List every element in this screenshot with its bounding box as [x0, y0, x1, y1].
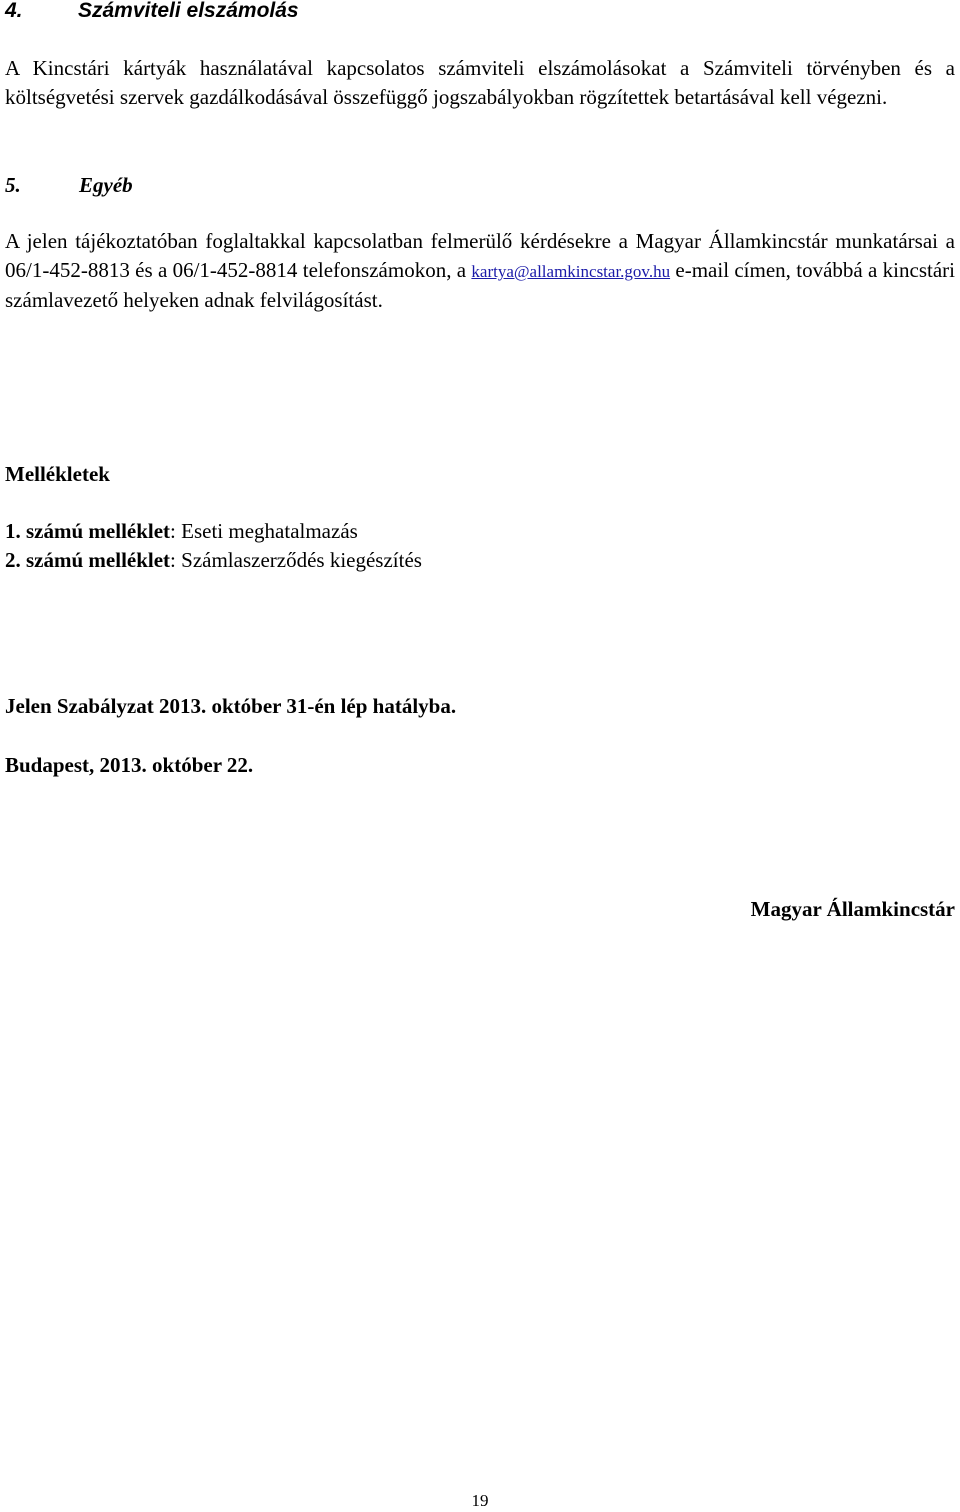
page-number: 19 [471, 1491, 489, 1510]
section-4-title: Számviteli elszámolás [78, 0, 299, 22]
signature-block: Magyar Államkincstár [750, 897, 955, 921]
attachment-item [5, 546, 422, 575]
section-5-body-end: e-mail címen, továbbá a kincstári számlavezető helyeken adnak felvilágosítást. [5, 258, 955, 312]
section-4-number: 4. [5, 0, 23, 22]
attachment-text: Eseti meghatalmazás [181, 519, 358, 543]
email-link[interactable]: kartya@allamkincstar.gov.hu [471, 262, 671, 281]
section-5-body [5, 227, 955, 315]
attachment-separator: : [170, 548, 182, 572]
section-5-title: Egyéb [79, 173, 133, 197]
effective-date-statement: Jelen Szabályzat 2013. október 31-én lép hatályba. [5, 694, 457, 718]
section-5-number: 5. [5, 173, 21, 197]
section-5-heading [5, 170, 133, 200]
attachments-list [5, 517, 422, 575]
attachment-label: 2. számú melléklet [5, 548, 171, 572]
attachment-text: Számlaszerződés kiegészítés [181, 548, 422, 572]
place-and-date: Budapest, 2013. október 22. [5, 753, 254, 777]
section-5-body-start: A jelen tájékoztatóban foglaltakkal kapcsolatban felmerülő kérdésekre a Magyar Államkincstár munkatársai a 06/1-452-8813 és a 06/1-452-8814 telefonszámokon, a [5, 229, 955, 282]
attachments-title: Mellékletek [5, 462, 110, 486]
attachment-label: 1. számú melléklet [5, 519, 171, 543]
attachment-separator: : [170, 519, 182, 543]
section-4-body: A Kincstári kártyák használatával kapcsolatos számviteli elszámolásokat a Számviteli törvényben és a költségvetési szervek gazdálkodásával összefüggő jogszabályokban rögzítettek betartásával kell végezni. [5, 56, 955, 109]
attachment-item [5, 517, 422, 546]
section-4-heading [5, 0, 299, 26]
